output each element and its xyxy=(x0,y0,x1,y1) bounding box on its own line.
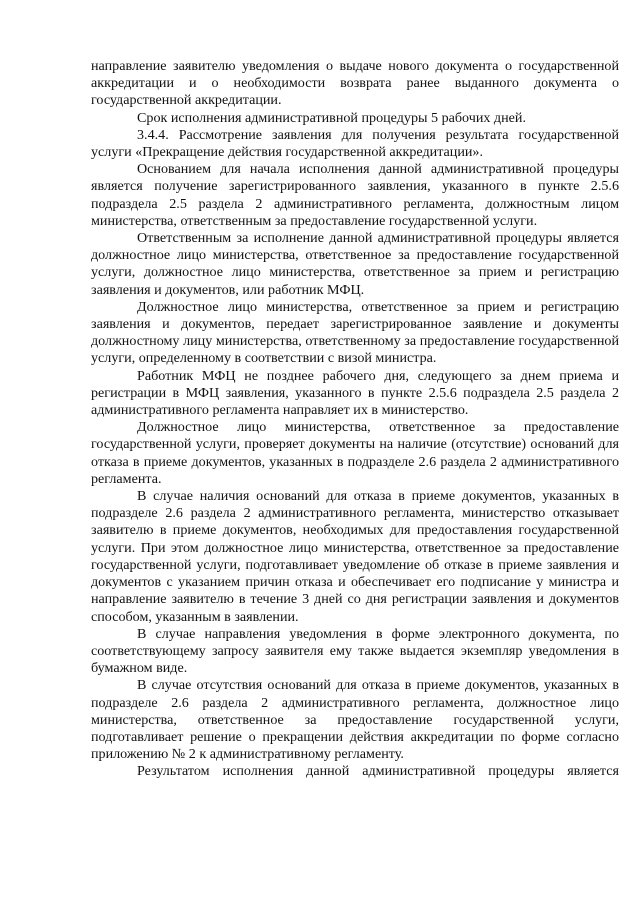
paragraph-11: В случае отсутствия оснований для отказа в приеме документов, указанных в подразделе 2.6 раздела 2 административного регламента, должностное лицо министерства, ответственное за предоставление государственной услуги, подготавливает решение о прекращении действия аккредитации по форме согласно приложению № 2 к административному регламенту. xyxy=(91,677,619,763)
paragraph-9: В случае наличия оснований для отказа в приеме документов, указанных в подразделе 2.6 раздела 2 административного регламента, министерство отказывает заявителю в приеме документов, необходимых для предоставления государственной услуги. При этом должностное лицо министерства, ответственное за предоставление государственной услуги, подготавливает уведомление об отказе в приеме заявления и документов с указанием причин отказа и обеспечивает его подписание у министра и направление заявителю в течение 3 дней со дня регистрации заявления и документов способом, указанным в заявлении. xyxy=(91,488,619,625)
paragraph-8: Должностное лицо министерства, ответственное за предоставление государственной услуги, проверяет документы на наличие (отсутствие) оснований для отказа в приеме документов, указанных в подразделе 2.6 раздела 2 административного регламента. xyxy=(91,419,619,487)
paragraph-5: Ответственным за исполнение данной административной процедуры является должностное лицо министерства, ответственное за предоставление государственной услуги, должностное лицо министерства, ответственное за прием и регистрацию заявления и документов, или работник МФЦ. xyxy=(91,230,619,298)
paragraph-10: В случае направления уведомления в форме электронного документа, по соответствующему запросу заявителя ему также выдается экземпляр уведомления в бумажном виде. xyxy=(91,625,619,677)
document-page xyxy=(91,58,619,781)
paragraph-1: направление заявителю уведомления о выдаче нового документа о государственной аккредитации и о необходимости возврата ранее выданного документа о государственной аккредитации. xyxy=(91,58,619,109)
paragraph-12: Результатом исполнения данной административной процедуры является xyxy=(137,763,619,780)
paragraph-2: Срок исполнения административной процедуры 5 рабочих дней. xyxy=(137,109,526,126)
paragraph-4: Основанием для начала исполнения данной административной процедуры является получение зарегистрированного заявления, указанного в пункте 2.5.6 подраздела 2.5 раздела 2 административного регламента, должностным лицом министерства, ответственным за предоставление государственной услуги. xyxy=(91,161,619,229)
paragraph-6: Должностное лицо министерства, ответственное за прием и регистрацию заявления и документов, передает зарегистрированное заявление и документы должностному лицу министерства, ответственному за предоставление государственной услуги, определенному в соответствии с визой министра. xyxy=(91,298,619,367)
paragraph-7: Работник МФЦ не позднее рабочего дня, следующего за днем приема и регистрации в МФЦ заявления, указанного в пункте 2.5.6 подраздела 2.5 раздела 2 административного регламента направляет их в министерство. xyxy=(91,367,619,419)
paragraph-3: 3.4.4. Рассмотрение заявления для получения результата государственной услуги «Прекращение действия государственной аккредитации». xyxy=(91,126,619,161)
